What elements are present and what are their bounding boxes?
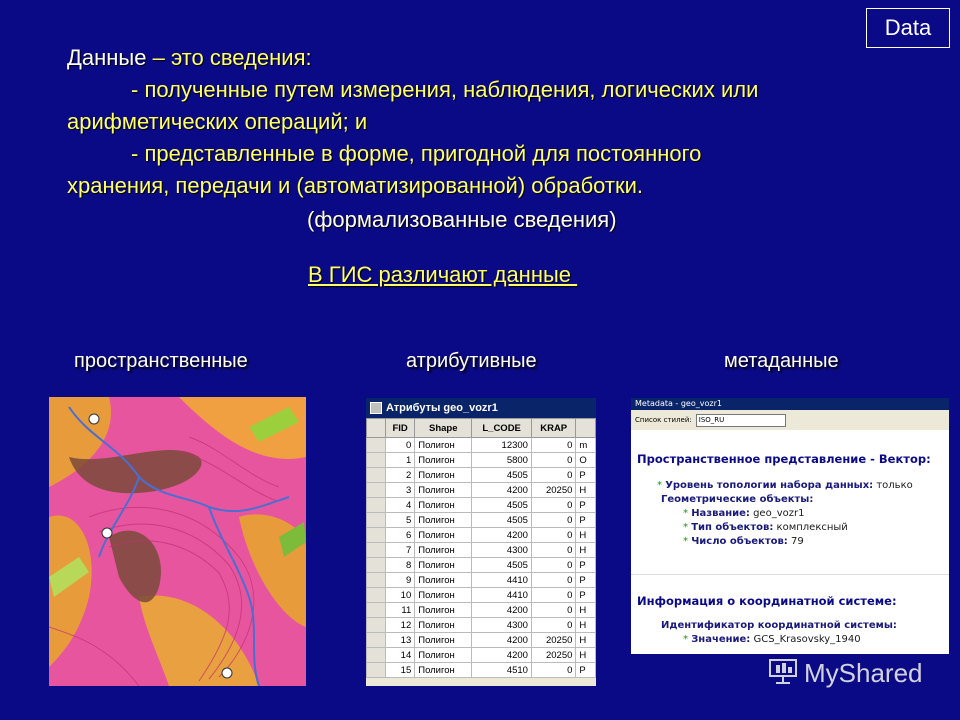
attribute-table-window bbox=[366, 398, 596, 686]
geology-map-image bbox=[49, 397, 306, 686]
geometric-objects-label: Геометрические объекты: bbox=[661, 494, 814, 505]
row-selector[interactable] bbox=[367, 513, 386, 528]
presentation-icon bbox=[768, 656, 798, 691]
table-row[interactable] bbox=[367, 543, 596, 558]
cell-krap: 0 bbox=[531, 528, 575, 543]
row-header-corner bbox=[367, 419, 386, 438]
cell-l-code: 4510 bbox=[472, 663, 532, 678]
cell-extra: P bbox=[576, 558, 596, 573]
cell-extra: P bbox=[576, 468, 596, 483]
cell-krap: 0 bbox=[531, 438, 575, 453]
cell-fid: 6 bbox=[386, 528, 415, 543]
table-row[interactable] bbox=[367, 573, 596, 588]
definition-line-3: - представленные в форме, пригодной для постоянного bbox=[131, 141, 702, 166]
cell-shape: Полигон bbox=[415, 483, 472, 498]
spatial-representation-heading: Пространственное представление - Вектор: bbox=[637, 452, 931, 466]
cell-fid: 2 bbox=[386, 468, 415, 483]
cell-fid: 15 bbox=[386, 663, 415, 678]
gis-data-title: В ГИС различают данные bbox=[308, 262, 578, 287]
definition-intro: – это сведения: bbox=[146, 45, 312, 70]
table-row[interactable] bbox=[367, 498, 596, 513]
cell-extra: P bbox=[576, 573, 596, 588]
column-header-shape[interactable]: Shape bbox=[415, 419, 472, 438]
cell-krap: 0 bbox=[531, 603, 575, 618]
definition-line-5: (формализованные сведения) bbox=[307, 207, 617, 232]
coord-id-label: Идентификатор координатной системы: bbox=[661, 620, 897, 631]
row-selector[interactable] bbox=[367, 543, 386, 558]
cell-fid: 10 bbox=[386, 588, 415, 603]
cell-l-code: 4200 bbox=[472, 483, 532, 498]
cell-l-code: 5800 bbox=[472, 453, 532, 468]
column-header-fid[interactable]: FID bbox=[386, 419, 415, 438]
definition-term: Данные bbox=[67, 45, 147, 70]
table-row[interactable] bbox=[367, 648, 596, 663]
cell-l-code: 4300 bbox=[472, 543, 532, 558]
name-value: geo_vozr1 bbox=[753, 508, 805, 519]
cell-shape: Полигон bbox=[415, 513, 472, 528]
geometric-objects-item bbox=[661, 494, 813, 505]
table-row[interactable] bbox=[367, 558, 596, 573]
style-select[interactable]: ISO_RU bbox=[696, 414, 786, 427]
topology-item: * Уровень топологии набора данных: только bbox=[657, 480, 913, 491]
topology-value: только bbox=[876, 480, 913, 491]
cell-shape: Полигон bbox=[415, 453, 472, 468]
metadata-toolbar bbox=[631, 410, 949, 430]
table-row[interactable] bbox=[367, 603, 596, 618]
cell-shape: Полигон bbox=[415, 498, 472, 513]
cell-shape: Полигон bbox=[415, 648, 472, 663]
row-selector[interactable] bbox=[367, 588, 386, 603]
cell-l-code: 4200 bbox=[472, 528, 532, 543]
name-item: * Название: geo_vozr1 bbox=[683, 508, 805, 519]
count-item: * Число объектов: 79 bbox=[683, 536, 804, 547]
cell-krap: 0 bbox=[531, 543, 575, 558]
cell-fid: 13 bbox=[386, 633, 415, 648]
cell-krap: 0 bbox=[531, 453, 575, 468]
table-row[interactable] bbox=[367, 483, 596, 498]
table-header-row bbox=[367, 419, 596, 438]
coord-id-item bbox=[661, 620, 897, 631]
cell-fid: 5 bbox=[386, 513, 415, 528]
cell-shape: Полигон bbox=[415, 663, 472, 678]
cell-l-code: 4410 bbox=[472, 588, 532, 603]
coordinate-system-heading: Информация о координатной системе: bbox=[637, 594, 897, 608]
table-row[interactable] bbox=[367, 453, 596, 468]
cell-extra: H bbox=[576, 528, 596, 543]
cell-extra: H bbox=[576, 483, 596, 498]
cell-krap: 0 bbox=[531, 513, 575, 528]
cell-l-code: 4505 bbox=[472, 513, 532, 528]
cell-krap: 20250 bbox=[531, 648, 575, 663]
count-value: 79 bbox=[791, 536, 804, 547]
cell-fid: 7 bbox=[386, 543, 415, 558]
row-selector[interactable] bbox=[367, 468, 386, 483]
definition-line-1: - полученные путем измерения, наблюдения, логических или bbox=[131, 77, 759, 102]
cell-l-code: 4200 bbox=[472, 633, 532, 648]
cell-shape: Полигон bbox=[415, 438, 472, 453]
cell-krap: 0 bbox=[531, 663, 575, 678]
cell-shape: Полигон bbox=[415, 528, 472, 543]
type-item: * Тип объектов: комплексный bbox=[683, 522, 848, 533]
cell-shape: Полигон bbox=[415, 543, 472, 558]
column-header-krap[interactable]: KRAP bbox=[531, 419, 575, 438]
cell-fid: 11 bbox=[386, 603, 415, 618]
cell-l-code: 4505 bbox=[472, 558, 532, 573]
cell-fid: 4 bbox=[386, 498, 415, 513]
watermark-text: MyShared bbox=[804, 658, 923, 688]
attribute-table bbox=[366, 418, 596, 678]
table-row[interactable] bbox=[367, 633, 596, 648]
row-selector[interactable] bbox=[367, 498, 386, 513]
table-row[interactable] bbox=[367, 528, 596, 543]
style-list-label: Список стилей: bbox=[635, 416, 692, 424]
cell-l-code: 12300 bbox=[472, 438, 532, 453]
coord-value-item: * Значение: GCS_Krasovsky_1940 bbox=[683, 634, 861, 645]
cell-extra: H bbox=[576, 603, 596, 618]
table-icon bbox=[370, 402, 382, 414]
definition-line-2: арифметических операций; и bbox=[67, 109, 368, 134]
cell-fid: 14 bbox=[386, 648, 415, 663]
cell-shape: Полигон bbox=[415, 633, 472, 648]
category-metadata: метаданные bbox=[724, 350, 839, 372]
row-selector[interactable] bbox=[367, 603, 386, 618]
cell-fid: 3 bbox=[386, 483, 415, 498]
table-row[interactable] bbox=[367, 438, 596, 453]
cell-krap: 0 bbox=[531, 588, 575, 603]
count-label: Число объектов: bbox=[691, 536, 788, 547]
row-selector[interactable] bbox=[367, 663, 386, 678]
cell-l-code: 4505 bbox=[472, 468, 532, 483]
definition-line-4: хранения, передачи и (автоматизированной) обработки. bbox=[67, 173, 644, 198]
metadata-window bbox=[631, 398, 949, 654]
row-selector[interactable] bbox=[367, 633, 386, 648]
cell-l-code: 4300 bbox=[472, 618, 532, 633]
cell-extra: P bbox=[576, 588, 596, 603]
cell-extra: m bbox=[576, 438, 596, 453]
cell-fid: 0 bbox=[386, 438, 415, 453]
cell-extra: H bbox=[576, 648, 596, 663]
cell-krap: 20250 bbox=[531, 633, 575, 648]
cell-extra: H bbox=[576, 543, 596, 558]
column-header-extra[interactable] bbox=[576, 419, 596, 438]
coord-value: GCS_Krasovsky_1940 bbox=[753, 634, 861, 645]
cell-krap: 0 bbox=[531, 573, 575, 588]
cell-krap: 0 bbox=[531, 558, 575, 573]
row-selector[interactable] bbox=[367, 453, 386, 468]
attribute-window-title: Атрибуты geo_vozr1 bbox=[386, 402, 498, 414]
coord-value-label: Значение: bbox=[691, 634, 751, 645]
cell-extra: P bbox=[576, 513, 596, 528]
cell-fid: 8 bbox=[386, 558, 415, 573]
cell-extra: H bbox=[576, 633, 596, 648]
cell-extra: H bbox=[576, 618, 596, 633]
row-selector[interactable] bbox=[367, 573, 386, 588]
cell-extra: P bbox=[576, 663, 596, 678]
table-row[interactable] bbox=[367, 618, 596, 633]
table-row[interactable] bbox=[367, 468, 596, 483]
cell-extra: O bbox=[576, 453, 596, 468]
cell-l-code: 4200 bbox=[472, 603, 532, 618]
row-selector[interactable] bbox=[367, 648, 386, 663]
data-badge: Data bbox=[866, 8, 950, 48]
category-spatial: пространственные bbox=[74, 350, 248, 372]
cell-krap: 20250 bbox=[531, 483, 575, 498]
cell-fid: 12 bbox=[386, 618, 415, 633]
type-label: Тип объектов: bbox=[691, 522, 774, 533]
cell-shape: Полигон bbox=[415, 573, 472, 588]
name-label: Название: bbox=[691, 508, 750, 519]
section-divider bbox=[631, 574, 949, 575]
cell-l-code: 4200 bbox=[472, 648, 532, 663]
topology-label: Уровень топологии набора данных: bbox=[665, 480, 874, 491]
cell-krap: 0 bbox=[531, 618, 575, 633]
cell-shape: Полигон bbox=[415, 603, 472, 618]
cell-l-code: 4505 bbox=[472, 498, 532, 513]
cell-shape: Полигон bbox=[415, 618, 472, 633]
cell-shape: Полигон bbox=[415, 558, 472, 573]
definition-block bbox=[67, 42, 927, 232]
column-header-l-code[interactable]: L_CODE bbox=[472, 419, 532, 438]
category-attribute: атрибутивные bbox=[406, 350, 537, 372]
cell-extra: P bbox=[576, 498, 596, 513]
table-row[interactable] bbox=[367, 513, 596, 528]
table-row[interactable] bbox=[367, 663, 596, 678]
row-selector[interactable] bbox=[367, 528, 386, 543]
row-selector[interactable] bbox=[367, 558, 386, 573]
cell-shape: Полигон bbox=[415, 588, 472, 603]
row-selector[interactable] bbox=[367, 618, 386, 633]
cell-krap: 0 bbox=[531, 498, 575, 513]
cell-shape: Полигон bbox=[415, 468, 472, 483]
cell-fid: 9 bbox=[386, 573, 415, 588]
cell-l-code: 4410 bbox=[472, 573, 532, 588]
row-selector[interactable] bbox=[367, 483, 386, 498]
cell-fid: 1 bbox=[386, 453, 415, 468]
cell-krap: 0 bbox=[531, 468, 575, 483]
attribute-window-titlebar[interactable] bbox=[366, 398, 596, 418]
metadata-window-titlebar[interactable]: Metadata - geo_vozr1 bbox=[631, 398, 949, 410]
row-selector[interactable] bbox=[367, 438, 386, 453]
watermark bbox=[768, 656, 923, 691]
table-row[interactable] bbox=[367, 588, 596, 603]
type-value: комплексный bbox=[776, 522, 848, 533]
